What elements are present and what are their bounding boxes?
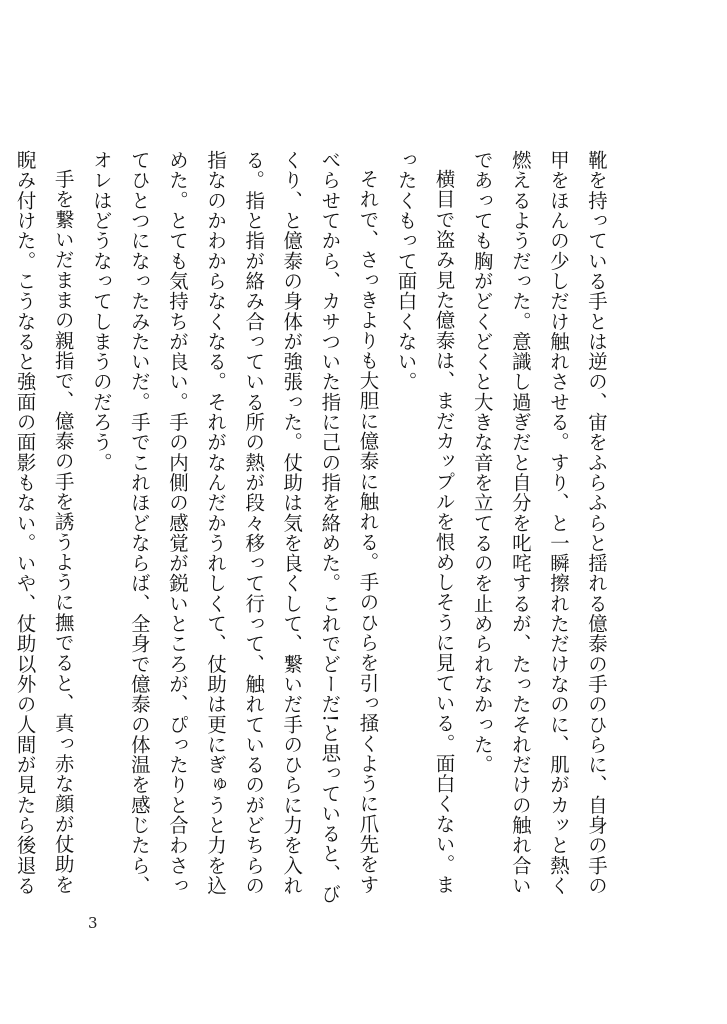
paragraph-2: 横目で盗み見た億泰は、まだカップルを恨めしそうに見ている。面白くない。まったくもって面白くない。 (394, 150, 456, 895)
paragraph-3: それで、さっきよりも大胆に億泰に触れる。手のひらを引っ掻くように爪先をすべらせてから、カサついた指に己の指を絡めた。これでどーだ!と思っていると、びくり、と億泰の身体が強張った。仗助は気を良くして、繋いだ手のひらに力を入れる。指と指が絡み合っている所の熱が段々移って行って、触れているのがどちらの指なのかわからなくなる。それがなんだかうれしくて、仗助は更にぎゅうと力を込めた。とても気持ちが良い。手の内側の感覚が鋭いところが、ぴったりと合わさってひとつになったみたいだ。手でこれほどならば、全身で億泰の体温を感じたら、オレはどうなってしまうのだろう。 (89, 150, 380, 905)
vertical-text-body (13, 150, 615, 910)
paragraph-4: 手を繋いだままの親指で、億泰の手を誘うように撫でると、真っ赤な顔が仗助を睨み付けた。こうなると強面の面影もない。いや、仗助以外の人間が見たら後退る (13, 150, 75, 896)
paragraph-1: 靴を持っている手とは逆の、宙をふらふらと揺れる億泰の手のひらに、自身の手の甲をほんの少しだけ触れさせる。すり、と一瞬擦れただけなのに、肌がカッと熱く燃えるようだった。意識し過ぎだと自分を叱咤するが、たったそれだけの触れ合いであっても胸がどくどくと大きな音を立てるのを止められなかった。 (470, 150, 608, 896)
page-number: 3 (88, 914, 98, 932)
